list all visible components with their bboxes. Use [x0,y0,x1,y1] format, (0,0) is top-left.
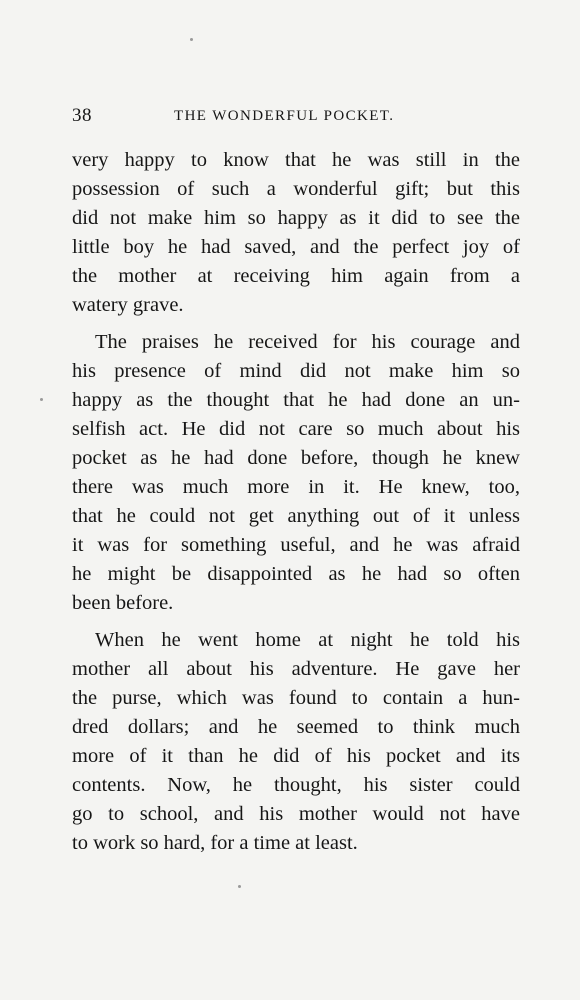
text-line: little boy he had saved, and the perfect joy of [72,236,520,258]
text-line: his presence of mind did not make him so [72,360,520,382]
running-head [72,103,520,133]
text-line: it was for something useful, and he was afraid [72,534,520,556]
paper-speck [190,38,193,41]
page-number: 38 [72,105,92,126]
text-line: been before. [72,592,174,614]
text-line: dred dollars; and he seemed to think much [72,716,520,738]
text-line: there was much more in it. He knew, too, [72,476,520,498]
text-line: selfish act. He did not care so much about his [72,418,520,440]
running-title: THE WONDERFUL POCKET. [174,108,395,124]
text-line: the mother at receiving him again from a [72,265,520,287]
text-line: possession of such a wonderful gift; but this [72,178,520,200]
text-line: happy as the thought that he had done an un- [72,389,520,411]
text-line: When he went home at night he told his [95,629,520,651]
text-line: mother all about his adventure. He gave her [72,658,520,680]
text-line: pocket as he had done before, though he knew [72,447,520,469]
paragraph-3 [72,626,520,858]
text-line: did not make him so happy as it did to see the [72,207,520,229]
paragraph-2 [72,328,520,618]
paragraph-1 [72,146,520,320]
text-line: contents. Now, he thought, his sister could [72,774,520,796]
text-line: that he could not get anything out of it unless [72,505,520,527]
paper-speck [238,885,241,888]
text-line: very happy to know that he was still in the [72,149,520,171]
paper-speck [40,398,43,401]
text-line: he might be disappointed as he had so often [72,563,520,585]
text-line: more of it than he did of his pocket and its [72,745,520,767]
text-line: go to school, and his mother would not have [72,803,520,825]
text-line: to work so hard, for a time at least. [72,832,358,854]
text-line: watery grave. [72,294,184,316]
text-line: The praises he received for his courage and [95,331,520,353]
body-text [72,146,520,866]
text-line: the purse, which was found to contain a hun- [72,687,520,709]
